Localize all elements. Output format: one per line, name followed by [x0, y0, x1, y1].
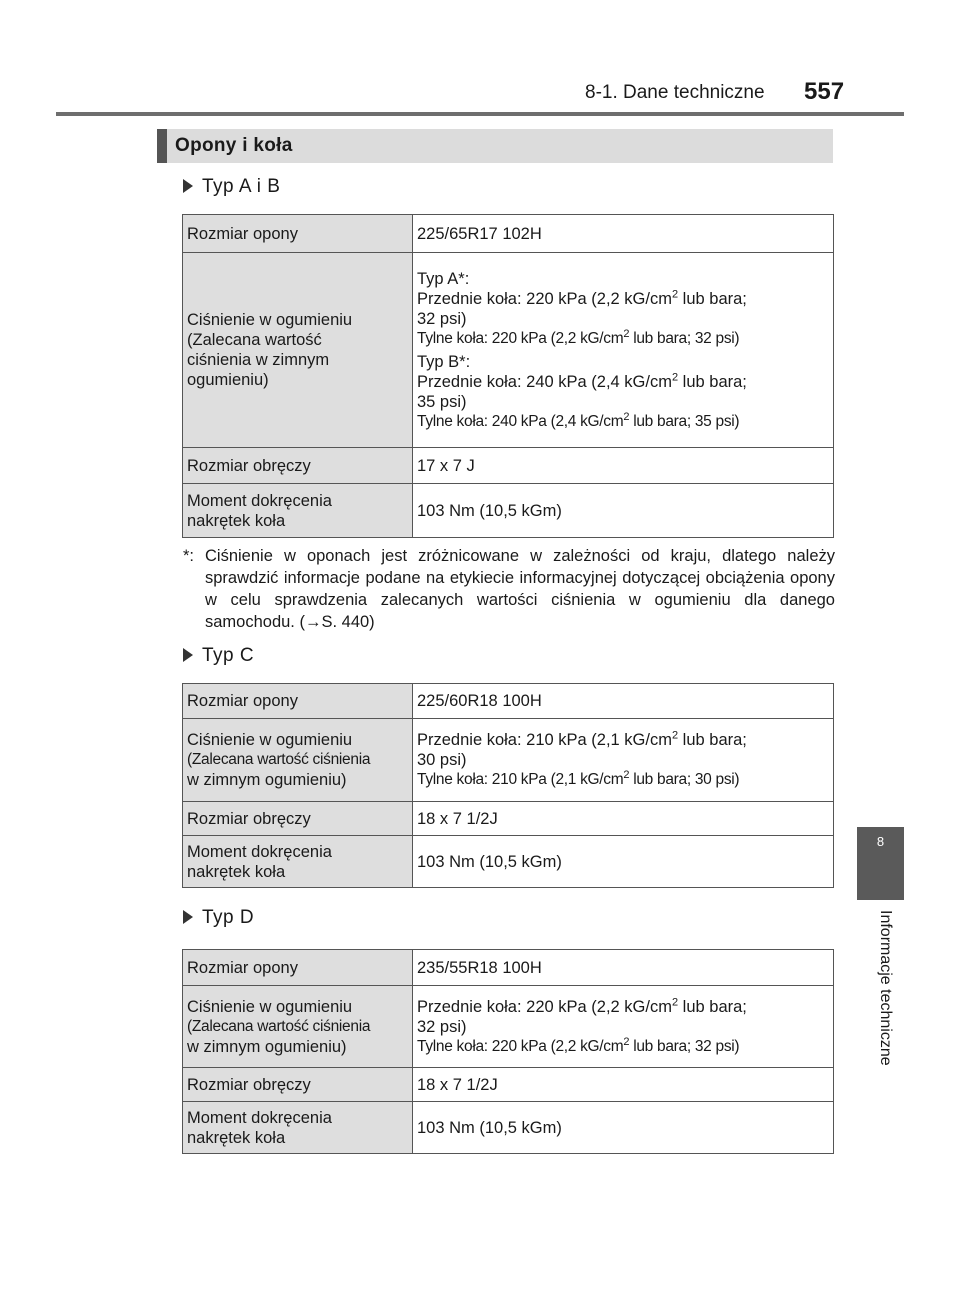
- pressure-value: [413, 719, 834, 802]
- page-header: [0, 0, 960, 116]
- table-row: [183, 836, 834, 888]
- table-row: [183, 448, 834, 484]
- pressure-label: Ciśnienie w ogumieniu (Zalecana wartość ciśnienia w zimnym ogumieniu): [183, 986, 413, 1068]
- chapter-label: Informacje techniczne: [877, 910, 894, 1066]
- pressure-label: [183, 253, 413, 448]
- torque-label: Moment dokręcenia nakrętek koła: [183, 1102, 413, 1154]
- subhead-type-ab: [183, 176, 280, 198]
- triangle-bullet-icon: [183, 179, 193, 193]
- section-title: Opony i koła: [157, 129, 833, 163]
- rear-pressure: Tylne koła: 220 kPa (2,2 $kG/cm^2$ lub bara; 32 psi): [417, 1035, 740, 1055]
- pressure-label-line: (Zalecana wartość: [187, 331, 322, 349]
- table-row: [183, 950, 834, 986]
- page-reference-link[interactable]: S. 440): [321, 613, 375, 631]
- front-pressure: Przednie koła: 220 kPa (2,2 $kG/cm^2$ lub bara;: [417, 996, 747, 1016]
- tire-size-label: Rozmiar opony: [183, 684, 413, 719]
- table-row: [183, 719, 834, 802]
- pressure-value: [413, 986, 834, 1068]
- tire-size-value: 235/55R18 100H: [413, 950, 834, 986]
- tire-size-value: 225/60R18 100H: [413, 684, 834, 719]
- table-row: [183, 802, 834, 836]
- torque-value: 103 Nm (10,5 kGm): [413, 484, 834, 538]
- type-b-rear: Tylne koła: 240 kPa (2,4 $kG/cm^2$ lub bara; 35 psi): [417, 410, 740, 430]
- torque-label: Moment dokręcenia nakrętek koła: [183, 484, 413, 538]
- chapter-number: 8: [876, 834, 885, 849]
- rim-size-label: Rozmiar obręczy: [183, 448, 413, 484]
- table-row: [183, 1102, 834, 1154]
- type-b-front-cont: 35 psi): [417, 392, 467, 411]
- subhead-type-d: [183, 907, 254, 929]
- rear-pressure: Tylne koła: 210 kPa (2,1 $kG/cm^2$ lub bara; 30 psi): [417, 768, 740, 788]
- type-b-front: Przednie koła: 240 kPa (2,4 $kG/cm^2$ lub bara;: [417, 371, 747, 391]
- footnote-text: Ciśnienie w oponach jest zróżnicowane w zależności od kraju, dlatego należy sprawdzić informacje podane na etykiecie informacyjnej dotyczącej obciążenia opony w celu sprawdzenia zalecanych wartości ciśnienia w ogumieniu dla danego samochodu. (→S. 440): [205, 547, 835, 631]
- type-a-front: Przednie koła: 220 kPa (2,2 $kG/cm^2$ lub bara;: [417, 288, 747, 308]
- pressure-label-line: Ciśnienie w ogumieniu: [187, 311, 353, 329]
- front-pressure: Przednie koła: 210 kPa (2,1 $kG/cm^2$ lub bara;: [417, 729, 747, 749]
- tire-size-value: 225/65R17 102H: [413, 215, 834, 253]
- subhead-type-ab-text: Typ A i B: [202, 176, 281, 197]
- table-row: [183, 215, 834, 253]
- chapter-tab[interactable]: [857, 827, 904, 900]
- pressure-label: Ciśnienie w ogumieniu (Zalecana wartość ciśnienia w zimnym ogumieniu): [183, 719, 413, 802]
- spec-table-type-c: [182, 683, 834, 888]
- table-row: [183, 684, 834, 719]
- section-label: 8-1. Dane techniczne: [585, 82, 765, 103]
- type-a-front-cont: 32 psi): [417, 309, 467, 328]
- torque-value: 103 Nm (10,5 kGm): [413, 1102, 834, 1154]
- rim-size-value: 18 x 7 1/2J: [413, 802, 834, 836]
- pressure-group-b: [417, 352, 829, 432]
- rim-size-value: 17 x 7 J: [413, 448, 834, 484]
- subhead-type-c: [183, 645, 254, 667]
- front-pressure-cont: 32 psi): [417, 1017, 467, 1036]
- subhead-type-d-text: Typ D: [202, 907, 255, 928]
- page-number: 557: [804, 78, 845, 105]
- table-row: [183, 986, 834, 1068]
- triangle-bullet-icon: [183, 648, 193, 662]
- rim-size-label: Rozmiar obręczy: [183, 1068, 413, 1102]
- header-rule: [56, 112, 904, 116]
- spec-table-type-d: [182, 949, 834, 1154]
- type-a-heading: Typ A*:: [417, 269, 470, 288]
- pressure-label-line: ciśnienia w zimnym: [187, 351, 330, 369]
- rim-size-value: 18 x 7 1/2J: [413, 1068, 834, 1102]
- pressure-label-line: ogumieniu): [187, 371, 269, 389]
- subhead-type-c-text: Typ C: [202, 645, 255, 666]
- torque-value: 103 Nm (10,5 kGm): [413, 836, 834, 888]
- arrow-right-icon: →: [304, 613, 322, 631]
- rim-size-label: Rozmiar obręczy: [183, 802, 413, 836]
- tire-size-label: Rozmiar opony: [183, 950, 413, 986]
- torque-label: Moment dokręcenia nakrętek koła: [183, 836, 413, 888]
- tire-size-label: Rozmiar opony: [183, 215, 413, 253]
- pressure-group-a: [417, 269, 829, 349]
- type-b-heading: Typ B*:: [417, 352, 471, 371]
- footnote: [183, 545, 835, 633]
- spec-table-type-ab: [182, 214, 834, 538]
- table-row: [183, 1068, 834, 1102]
- table-row: [183, 484, 834, 538]
- footnote-mark: *:: [183, 547, 195, 565]
- front-pressure-cont: 30 psi): [417, 751, 467, 769]
- triangle-bullet-icon: [183, 910, 193, 924]
- table-row: [183, 253, 834, 448]
- type-a-rear: Tylne koła: 220 kPa (2,2 $kG/cm^2$ lub bara; 32 psi): [417, 327, 740, 347]
- pressure-value: [413, 253, 834, 448]
